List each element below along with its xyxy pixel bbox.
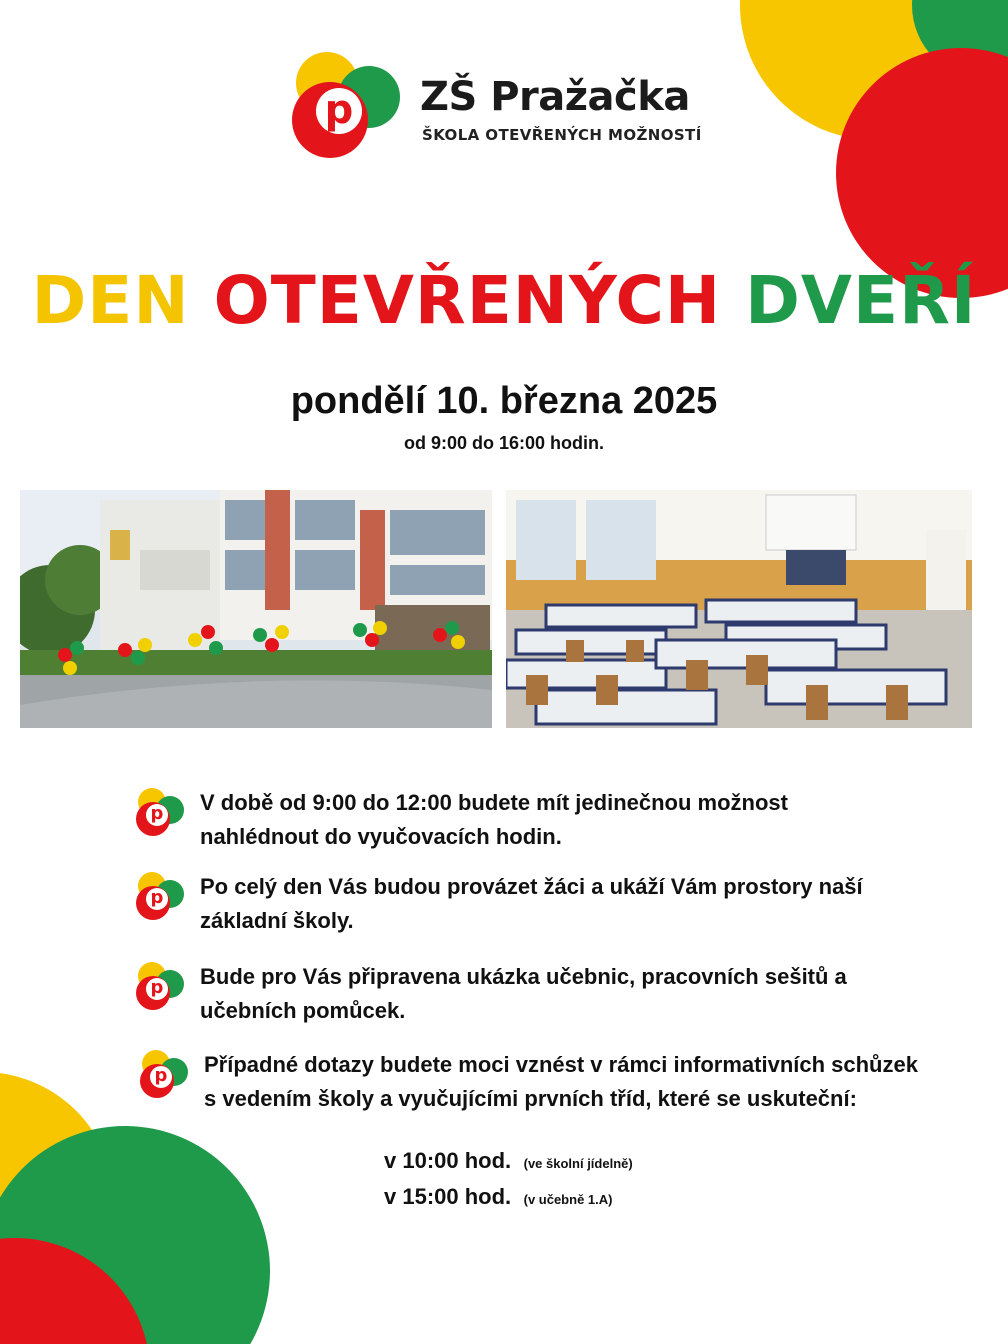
event-hours: od 9:00 do 16:00 hodin. xyxy=(403,433,605,453)
title-word-otevrenych: OTEVŘENÝCH xyxy=(213,262,722,339)
school-name: ZŠ Pražačka xyxy=(420,74,690,120)
schedule-row xyxy=(384,1148,633,1184)
list-item-text: základní školy. xyxy=(200,908,354,933)
event-date: pondělí 10. března 2025 xyxy=(290,380,718,422)
title-word-dveri: DVEŘÍ xyxy=(745,262,977,339)
list-item-text: Bude pro Vás připravena ukázka učebnic, pracovních sešitů a xyxy=(200,964,847,989)
list-item-text: s vedením školy a vyučujícími prvních tříd, které se uskuteční: xyxy=(204,1086,857,1111)
bullet-logo-icon: p xyxy=(140,1050,188,1098)
school-tagline: ŠKOLA OTEVŘENÝCH MOŽNOSTÍ xyxy=(422,126,702,144)
schedule-place: (ve školní jídelně) xyxy=(523,1156,633,1171)
classroom-photo xyxy=(506,490,972,728)
schedule-time: v 10:00 hod. xyxy=(384,1148,512,1173)
title-word-den: DEN xyxy=(31,262,190,339)
schedule-place: (v učebně 1.A) xyxy=(523,1192,613,1207)
meeting-schedule xyxy=(384,1148,633,1220)
logo-mark-icon: p xyxy=(292,52,402,162)
list-item-text: učebních pomůcek. xyxy=(200,998,406,1023)
list-item-text: Po celý den Vás budou provázet žáci a ukáží Vám prostory naší xyxy=(200,874,863,899)
list-item xyxy=(136,786,788,854)
school-building-photo xyxy=(20,490,492,728)
list-item xyxy=(140,1048,918,1116)
list-item-text: V době od 9:00 do 12:00 budete mít jedinečnou možnost xyxy=(200,790,788,815)
bullet-logo-icon: p xyxy=(136,872,184,920)
list-item-text: nahlédnout do vyučovacích hodin. xyxy=(200,824,562,849)
schedule-row xyxy=(384,1184,633,1220)
list-item-text: Případné dotazy budete moci vznést v rámci informativních schůzek xyxy=(204,1052,918,1077)
bullet-logo-icon: p xyxy=(136,962,184,1010)
list-item xyxy=(136,870,863,938)
school-logo xyxy=(292,52,722,162)
bullet-logo-icon: p xyxy=(136,788,184,836)
list-item xyxy=(136,960,847,1028)
schedule-time: v 15:00 hod. xyxy=(384,1184,512,1209)
page-title xyxy=(0,262,1008,339)
